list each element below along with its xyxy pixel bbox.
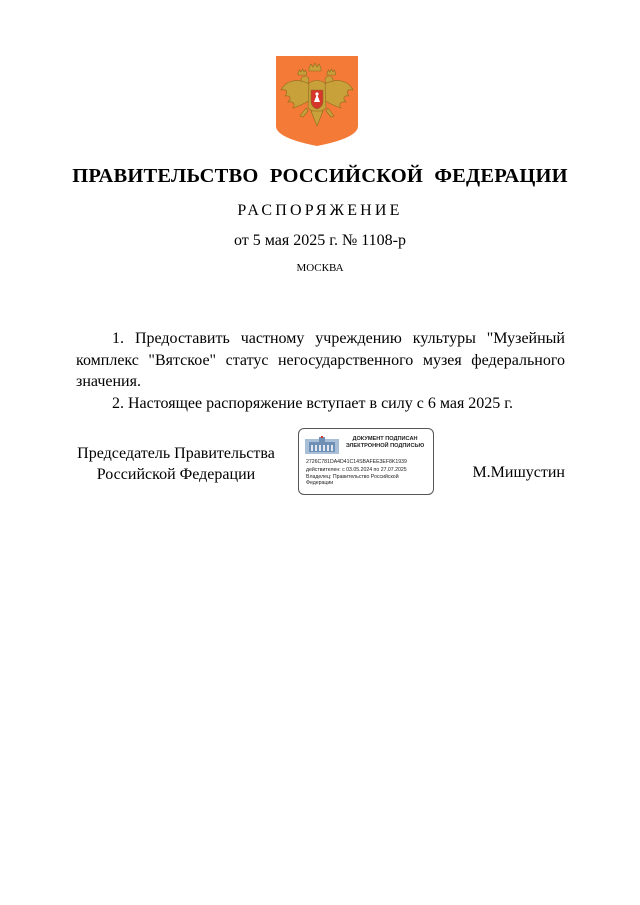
stamp-heading-line-1: ДОКУМЕНТ ПОДПИСАН	[352, 436, 418, 442]
stamp-heading-line-2: ЭЛЕКТРОННОЙ ПОДПИСЬЮ	[345, 443, 425, 449]
signer-position-line-1: Председатель Правительства	[77, 445, 275, 462]
signer-position	[76, 444, 276, 485]
document-city: МОСКВА	[296, 262, 344, 274]
document-title: ПРАВИТЕЛЬСТВО РОССИЙСКОЙ ФЕДЕРАЦИИ	[72, 165, 568, 187]
russian-coat-of-arms-icon	[276, 56, 358, 146]
signer-position-line-2: Российской Федерации	[96, 465, 256, 483]
signer-name: М.Мишустин	[472, 464, 565, 481]
government-building-icon	[305, 436, 339, 454]
stamp-owner-line-1: Владелец: Правительство Российской	[306, 473, 399, 480]
stamp-owner-line-2: Федерации	[306, 480, 334, 486]
electronic-signature-stamp	[298, 428, 434, 495]
stamp-validity: действителен: с 03.05.2024 по 27.07.2025	[306, 467, 407, 473]
stamp-certificate: 2726C781DA4D41C14SBAFEE3EF8K1939	[306, 459, 407, 465]
document-type: РАСПОРЯЖЕНИЕ	[237, 202, 403, 219]
paragraph-1: 1. Предоставить частному учреждению культуры "Музейный комплекс "Вятское" статус негосударственного музея федерального значения.	[76, 330, 565, 390]
stamp-heading	[339, 436, 431, 450]
document-body	[76, 328, 565, 414]
document-date-number: от 5 мая 2025 г. № 1108-р	[233, 232, 406, 249]
paragraph-2: 2. Настоящее распоряжение вступает в силу с 6 мая 2025 г.	[112, 394, 514, 412]
coat-of-arms-emblem	[276, 56, 358, 146]
